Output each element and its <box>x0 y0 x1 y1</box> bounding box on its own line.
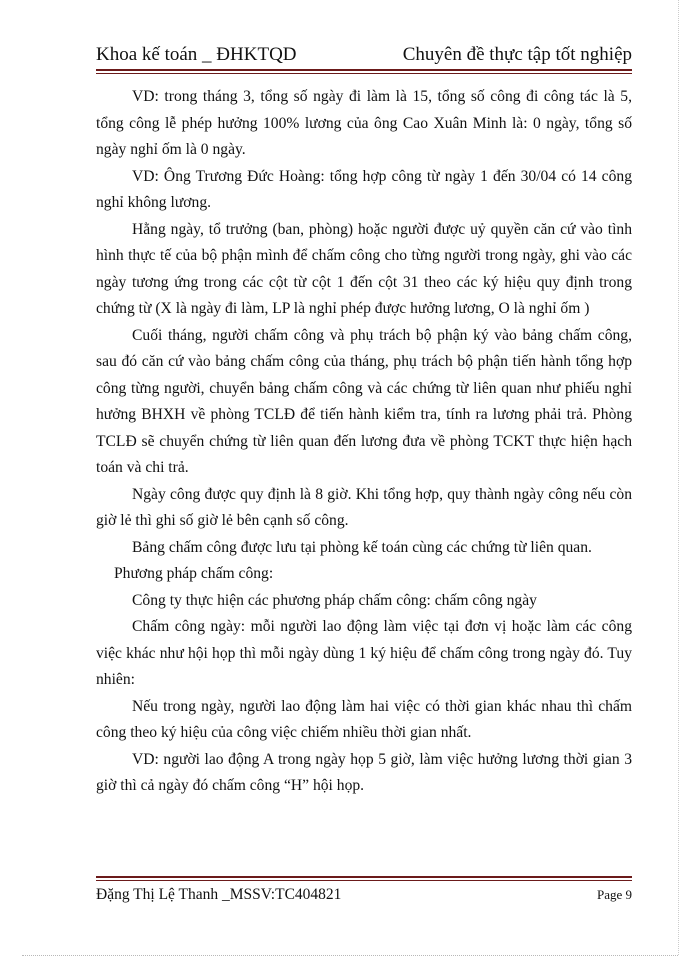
page-number: Page 9 <box>596 887 632 902</box>
paragraph: Ngày công được quy định là 8 giờ. Khi tổng hợp, quy thành ngày công nếu còn giờ lẻ thì ghi số giờ lẻ bên cạnh số công. <box>96 485 632 529</box>
paragraph: Chấm công ngày: mỗi người lao động làm việc tại đơn vị hoặc làm các công việc khác như hội họp thì mỗi ngày dùng 1 ký hiệu để chấm công trong ngày đó. Tuy nhiên: <box>96 618 632 688</box>
body-text <box>96 84 632 800</box>
header-faculty: Khoa kế toán _ ĐHKTQD <box>96 44 297 65</box>
page-edge-right <box>678 0 679 955</box>
header-report-title: Chuyên đề thực tập tốt nghiệp <box>402 44 632 65</box>
page-header <box>96 38 632 66</box>
header-rule-thin <box>96 73 632 74</box>
page-edge-bottom <box>22 955 678 956</box>
paragraph: Cuối tháng, người chấm công và phụ trách bộ phận ký vào bảng chấm công, sau đó căn cứ vào bảng chấm công của tháng, phụ trách bộ phận tiến hành tổng hợp công từng người, chuyển bảng chấm công và các chứng từ liên quan như phiếu nghỉ hưởng BHXH về phòng TCLĐ để tiến hành kiểm tra, tính ra lương phải trả. Phòng TCLĐ sẽ chuyển chứng từ liên quan đến lương đưa về phòng TCKT thực hiện hạch toán và chi trả. <box>96 326 632 476</box>
paragraph: VD: người lao động A trong ngày họp 5 giờ, làm việc hưởng lương thời gian 3 giờ thì cả ngày đó chấm công “H” hội họp. <box>96 750 632 794</box>
footer-rule-thin <box>96 880 632 881</box>
footer-author: Đặng Thị Lệ Thanh _MSSV:TC404821 <box>96 886 342 903</box>
footer-rule <box>96 876 632 878</box>
paragraph: VD: Ông Trương Đức Hoàng: tổng hợp công từ ngày 1 đến 30/04 có 14 công nghỉ không lương. <box>96 167 632 211</box>
paragraph: Công ty thực hiện các phương pháp chấm công: chấm công ngày <box>132 591 537 609</box>
paragraph: Bảng chấm công được lưu tại phòng kế toán cùng các chứng từ liên quan. <box>132 538 592 556</box>
paragraph: Hằng ngày, tổ trưởng (ban, phòng) hoặc người được uỷ quyền căn cứ vào tình hình thực tế của bộ phận mình để chấm công cho từng người trong ngày, ghi vào các ngày tương ứng trong các cột từ cột 1 đến cột 31 theo các ký hiệu quy định trong chứng từ (X là ngày đi làm, LP là nghỉ phép được hưởng lương, O là nghỉ ốm ) <box>96 220 632 317</box>
section-heading: Phương pháp chấm công: <box>114 565 274 582</box>
paragraph: VD: trong tháng 3, tổng số ngày đi làm là 15, tổng số công đi công tác là 5, tổng công lễ phép hưởng 100% lương của ông Cao Xuân Minh là: 0 ngày, tổng số ngày nghỉ ốm là 0 ngày. <box>96 88 632 158</box>
header-rule <box>96 69 632 71</box>
page-footer <box>96 884 632 906</box>
paragraph: Nếu trong ngày, người lao động làm hai việc có thời gian khác nhau thì chấm công theo ký hiệu của công việc chiếm nhiều thời gian nhất. <box>96 697 632 741</box>
